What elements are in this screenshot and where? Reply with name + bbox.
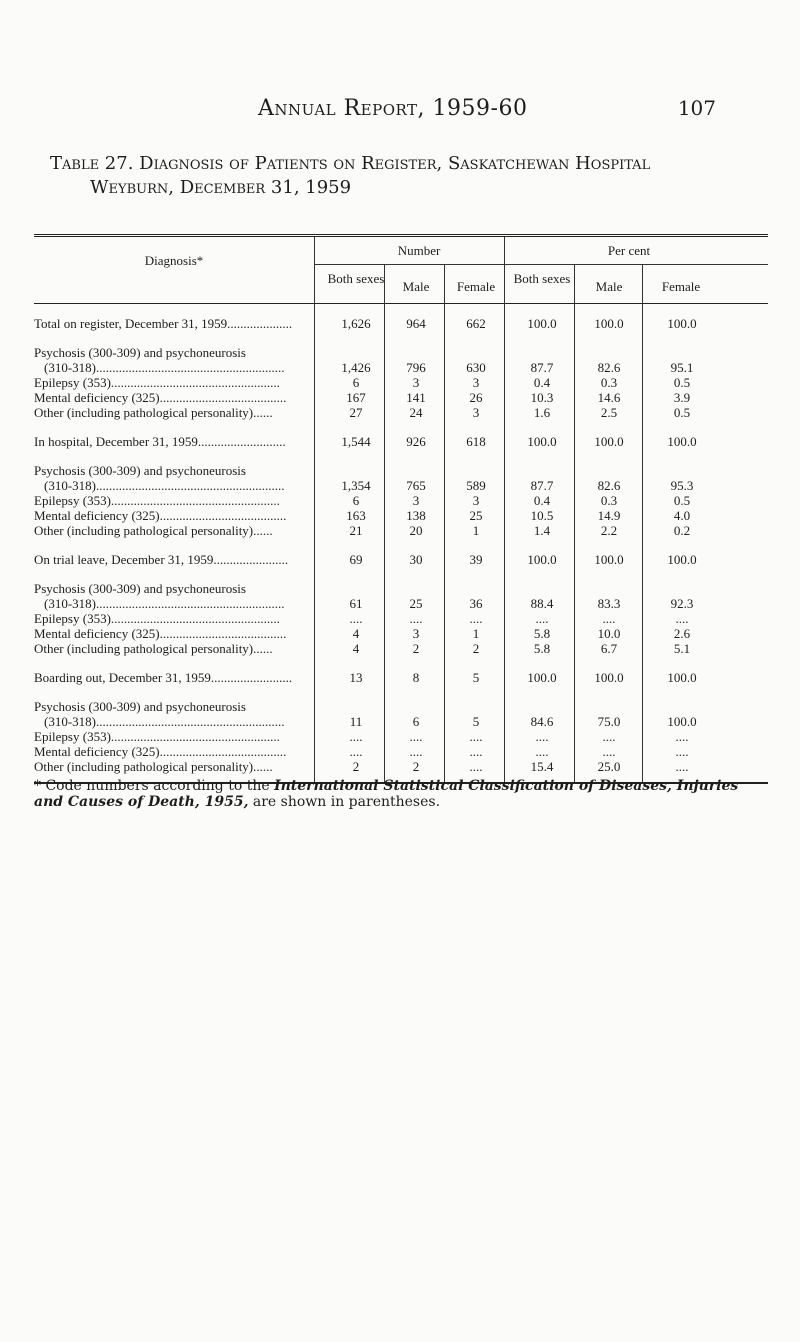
row-value: 630 [466, 360, 486, 375]
footnote-text-2: are shown in parentheses. [248, 794, 441, 810]
table-row [34, 581, 768, 596]
row-label: Mental deficiency (325)....................................... [34, 744, 287, 759]
row-value: 0.4 [533, 493, 551, 508]
footnote-text-1: * Code numbers according to the [34, 778, 275, 794]
table-row [34, 316, 768, 331]
group-number: Number [397, 243, 441, 258]
row-value: 3 [472, 375, 480, 390]
row-value: 95.3 [670, 478, 694, 493]
table-row [34, 729, 768, 744]
row-value: 100.0 [667, 714, 697, 729]
table-row [34, 360, 768, 375]
row-value: 5 [472, 670, 480, 685]
row-value: 61 [349, 596, 363, 611]
row-label: Epilepsy (353).................................................... [34, 611, 280, 626]
row-value: 100.0 [594, 316, 624, 331]
row-value: 14.6 [597, 390, 621, 405]
row-value: .... [469, 729, 483, 744]
row-label: Mental deficiency (325)....................................... [34, 390, 287, 405]
row-value: 15.4 [530, 759, 554, 774]
row-value: 2.5 [600, 405, 618, 420]
row-label: Epilepsy (353).................................................... [34, 375, 280, 390]
row-value: 100.0 [667, 552, 697, 567]
row-value: .... [535, 611, 549, 626]
row-value: 0.5 [673, 405, 691, 420]
table-row [34, 744, 768, 759]
row-label: Mental deficiency (325)....................................... [34, 508, 287, 523]
table-row [34, 699, 768, 714]
caption-line-1: Table 27. Diagnosis of Patients on Register, Saskatchewan Hospital [50, 153, 651, 174]
footnote [34, 778, 768, 810]
row-value: 5.1 [673, 641, 691, 656]
row-value: 964 [406, 316, 426, 331]
row-value: 83.3 [597, 596, 621, 611]
col-pct-both-sexes: Both sexes [513, 271, 571, 286]
row-value: 0.3 [600, 375, 618, 390]
table-body [34, 304, 768, 782]
row-value: .... [675, 611, 689, 626]
row-label: Total on register, December 31, 1959.................... [34, 316, 293, 331]
col-male: Male [402, 279, 430, 294]
row-value: 88.4 [530, 596, 554, 611]
row-value: .... [469, 744, 483, 759]
row-value: 26 [469, 390, 483, 405]
row-value: 6 [412, 714, 420, 729]
row-value: 2.6 [673, 626, 691, 641]
table-row [34, 626, 768, 641]
row-value: 10.3 [530, 390, 554, 405]
row-value: 6.7 [600, 641, 618, 656]
row-value: 24 [409, 405, 423, 420]
row-value: 3 [412, 493, 420, 508]
row-value: 3 [412, 626, 420, 641]
row-value: .... [535, 729, 549, 744]
row-value: 2 [352, 759, 360, 774]
table-row [34, 345, 768, 360]
table-row [34, 611, 768, 626]
row-value: 0.3 [600, 493, 618, 508]
row-label: Other (including pathological personality)...... [34, 759, 273, 774]
table-row [34, 463, 768, 478]
row-value: .... [675, 744, 689, 759]
row-value: 2.2 [600, 523, 618, 538]
footnote-italic: International Statistical Classification of Diseases, Injuries and Causes of Death, 1955, [34, 778, 739, 810]
row-value: 1,354 [341, 478, 371, 493]
row-value: 1.6 [533, 405, 551, 420]
row-value: 0.4 [533, 375, 551, 390]
table-row [34, 375, 768, 390]
table-row [34, 390, 768, 405]
row-value: 3 [472, 405, 480, 420]
row-value: .... [469, 759, 483, 774]
table-row [34, 478, 768, 493]
row-value: 2 [412, 759, 420, 774]
col-pct-male: Male [595, 279, 623, 294]
row-value: 1 [472, 626, 480, 641]
row-label: Other (including pathological personality)...... [34, 405, 273, 420]
table-row [34, 508, 768, 523]
row-label: (310-318).......................................................... [44, 714, 285, 729]
row-label: (310-318).......................................................... [44, 360, 285, 375]
row-label: Epilepsy (353).................................................... [34, 493, 280, 508]
row-value: 82.6 [597, 478, 621, 493]
page-number: 107 [677, 96, 716, 120]
running-header [0, 96, 800, 120]
row-value: 92.3 [670, 596, 694, 611]
table-column-header [34, 253, 768, 303]
row-value: 6 [352, 375, 360, 390]
row-value: 10.5 [530, 508, 554, 523]
col-both-sexes: Both sexes [327, 271, 385, 286]
table-row [34, 523, 768, 538]
row-value: .... [675, 759, 689, 774]
row-value: 1 [472, 523, 480, 538]
row-value: 4 [352, 641, 360, 656]
row-value: 2 [412, 641, 420, 656]
row-value: 87.7 [530, 360, 554, 375]
row-value: 5 [472, 714, 480, 729]
row-value: 6 [352, 493, 360, 508]
row-value: 75.0 [597, 714, 621, 729]
row-value: .... [602, 744, 616, 759]
row-value: 5.8 [533, 626, 551, 641]
row-value: .... [349, 611, 363, 626]
row-value: 5.8 [533, 641, 551, 656]
row-value: 36 [469, 596, 483, 611]
row-value: .... [675, 729, 689, 744]
table-row [34, 641, 768, 656]
row-value: 4.0 [673, 508, 691, 523]
diagnosis-header: Diagnosis* [144, 253, 204, 268]
row-value: 1.4 [533, 523, 551, 538]
table-row [34, 493, 768, 508]
row-value: 20 [409, 523, 423, 538]
row-label: Psychosis (300-309) and psychoneurosis [34, 581, 246, 596]
row-value: 796 [406, 360, 426, 375]
row-value: 95.1 [670, 360, 694, 375]
row-value: 25.0 [597, 759, 621, 774]
caption-line-2: Weyburn, December 31, 1959 [90, 177, 352, 198]
row-value: 141 [406, 390, 426, 405]
row-value: 21 [349, 523, 363, 538]
table-row [34, 434, 768, 449]
row-label: Psychosis (300-309) and psychoneurosis [34, 345, 246, 360]
row-value: .... [602, 611, 616, 626]
row-value: 2 [472, 641, 480, 656]
table-row [34, 759, 768, 774]
table-row [34, 714, 768, 729]
row-value: 82.6 [597, 360, 621, 375]
row-value: 1,544 [341, 434, 371, 449]
row-value: 100.0 [594, 552, 624, 567]
row-value: 0.5 [673, 375, 691, 390]
row-value: 167 [346, 390, 366, 405]
row-value: 0.2 [673, 523, 691, 538]
diagnosis-table [34, 234, 768, 784]
table-row [34, 670, 768, 685]
row-value: 39 [469, 552, 483, 567]
row-value: .... [602, 729, 616, 744]
row-value: 1,426 [341, 360, 371, 375]
row-value: 87.7 [530, 478, 554, 493]
row-value: 30 [409, 552, 423, 567]
table-row [34, 596, 768, 611]
row-value: 3 [412, 375, 420, 390]
row-value: 8 [412, 670, 420, 685]
row-value: .... [409, 611, 423, 626]
row-value: .... [409, 729, 423, 744]
row-value: 100.0 [527, 316, 557, 331]
row-value: .... [349, 729, 363, 744]
table-caption [50, 152, 770, 200]
row-value: 100.0 [667, 316, 697, 331]
row-value: 1,626 [341, 316, 371, 331]
table-row [34, 552, 768, 567]
row-value: 100.0 [527, 552, 557, 567]
row-label: (310-318).......................................................... [44, 596, 285, 611]
row-value: 84.6 [530, 714, 554, 729]
row-value: 10.0 [597, 626, 621, 641]
row-value: 618 [466, 434, 486, 449]
row-value: .... [535, 744, 549, 759]
row-value: .... [349, 744, 363, 759]
row-value: 25 [409, 596, 423, 611]
row-value: 138 [406, 508, 426, 523]
row-value: 25 [469, 508, 483, 523]
group-percent: Per cent [607, 243, 651, 258]
row-value: 3.9 [673, 390, 691, 405]
row-value: 163 [346, 508, 366, 523]
row-label: Psychosis (300-309) and psychoneurosis [34, 699, 246, 714]
row-label: Boarding out, December 31, 1959......................... [34, 670, 293, 685]
row-label: Other (including pathological personality)...... [34, 641, 273, 656]
row-value: 100.0 [667, 434, 697, 449]
row-value: 13 [349, 670, 363, 685]
row-value: 14.9 [597, 508, 621, 523]
row-value: 100.0 [527, 670, 557, 685]
row-label: On trial leave, December 31, 1959....................... [34, 552, 289, 567]
row-value: 69 [349, 552, 363, 567]
row-value: 100.0 [594, 434, 624, 449]
table-row [34, 405, 768, 420]
row-value: 662 [466, 316, 486, 331]
row-label: Epilepsy (353).................................................... [34, 729, 280, 744]
row-value: 100.0 [527, 434, 557, 449]
col-female: Female [456, 279, 496, 294]
row-value: 589 [466, 478, 486, 493]
row-value: .... [469, 611, 483, 626]
row-value: 11 [349, 714, 363, 729]
row-value: 765 [406, 478, 426, 493]
row-value: 3 [472, 493, 480, 508]
row-value: 100.0 [667, 670, 697, 685]
row-value: 926 [406, 434, 426, 449]
row-value: 100.0 [594, 670, 624, 685]
row-label: Psychosis (300-309) and psychoneurosis [34, 463, 246, 478]
row-label: (310-318).......................................................... [44, 478, 285, 493]
running-title: Annual Report, 1959-60 [258, 96, 528, 121]
row-value: 0.5 [673, 493, 691, 508]
row-label: Other (including pathological personality)...... [34, 523, 273, 538]
row-value: 27 [349, 405, 363, 420]
row-value: .... [409, 744, 423, 759]
col-pct-female: Female [661, 279, 701, 294]
row-label: Mental deficiency (325)....................................... [34, 626, 287, 641]
row-label: In hospital, December 31, 1959........................... [34, 434, 286, 449]
row-value: 4 [352, 626, 360, 641]
